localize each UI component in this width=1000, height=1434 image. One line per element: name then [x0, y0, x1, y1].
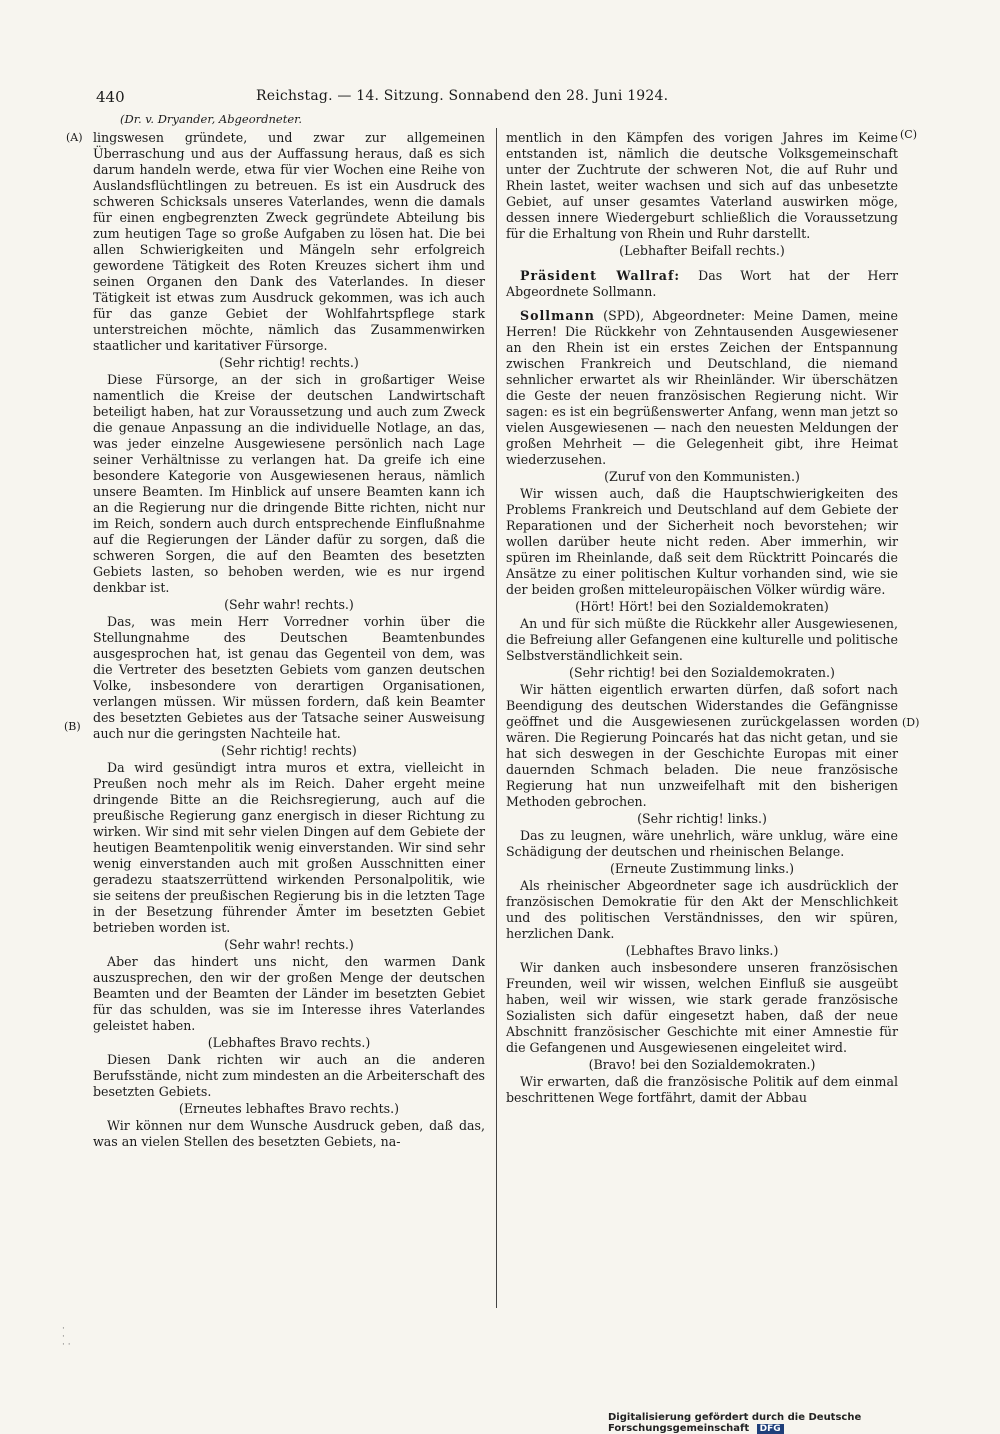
interjection: (Hört! Hört! bei den Sozialdemokraten): [575, 599, 829, 614]
paragraph: lingswesen gründete, und zwar zur allgemeinen Überraschung und aus der Auffassung heraus, daß es sich darum handeln werde, etwa für vier Wochen eine Reihe von Auslandsflüchtlingen zu betreuen. Es ist ein Ausdruck des schweren Schicksals unseres Vaterlandes, wenn die damals für einen engbegrenzten Zweck gegründete Abteilung bis zum heutigen Tage so große Aufgaben zu lösen hat. Die bei allen Schwierigkeiten und Mängeln sehr erfolgreich gewordene Tätigkeit des Roten Kreuzes sichert ihm und seinen Organen den Dank des Vaterlandes. In dieser Tätigkeit ist etwas zum Ausdruck gekommen, was ich auch für das ganze Gebiet der Wohlfahrtspflege stark unterstreichen möchte, nämlich das Zusammenwirken staatlicher und karitativer Fürsorge.: [93, 130, 485, 353]
digitization-footer: [608, 1412, 1000, 1434]
page-number: 440: [96, 88, 125, 106]
spacer: [506, 260, 898, 268]
margin-marker-c: (C): [900, 128, 917, 141]
interjection: (Sehr richtig! links.): [637, 811, 767, 826]
dfg-logo: DFG: [757, 1424, 784, 1434]
speech-text: (SPD), Abgeordneter: Meine Damen, meine Herren! Die Rückkehr von Zehntausenden Ausgewiesener an den Rhein ist ein erstes Zeichen der Entspannung zwischen Frankreich und Deutschland, die niemand sehnlicher erwartet als wir Rheinländer. Wir überschätzen die Geste der neuen französischen Regierung nicht. Wir sagen: es ist ein begrüßenswerter Anfang, wenn man jetzt so vielen Ausgewiesenen — nach den neuesten Meldungen der großen Mehrheit — die Gelegenheit gibt, ihre Heimat wiederzusehen.: [506, 308, 898, 467]
paragraph: Wir erwarten, daß die französische Politik auf dem einmal beschrittenen Wege fortfährt, damit der Abbau: [506, 1074, 898, 1105]
paragraph: Diese Fürsorge, an der sich in großartiger Weise namentlich die Kreise der deutschen Landwirtschaft beteiligt haben, hat zur Voraussetzung und auch zum Zweck die genaue Anpassung an die individuelle Notlage, an das, was jeder einzelne Ausgewiesene persönlich nach Lage seiner Verhältnisse zu verlangen hat. Da greife ich eine besondere Kategorie von Ausgewiesenen heraus, nämlich unsere Beamten. Im Hinblick auf unsere Beamten kann ich an die Regierung nur die dringende Bitte richten, nicht nur im Reich, sondern auch durch entsprechende Einflußnahme auf die Regierungen der Länder dafür zu sorgen, daß die schweren Sorgen, die auf den Beamten des besetzten Gebiets lasten, so behoben werden, wie es nur irgend denkbar ist.: [93, 372, 485, 595]
paragraph: Als rheinischer Abgeordneter sage ich ausdrücklich der französischen Demokratie für den Akt der Menschlichkeit und des politischen Verständnisses, den wir spüren, herzlichen Dank.: [506, 878, 898, 941]
margin-marker-a: (A): [66, 131, 83, 144]
statement-text: Das Wort hat der Herr Abgeordnete Sollmann.: [506, 268, 898, 299]
margin-specks: · · · ·: [62, 1324, 71, 1350]
continued-speaker: (Dr. v. Dryander, Abgeordneter.: [120, 112, 303, 126]
page-header: [96, 88, 916, 110]
interjection: (Bravo! bei den Sozialdemokraten.): [588, 1057, 816, 1072]
margin-marker-b: (B): [64, 720, 81, 733]
interjection: (Sehr richtig! rechts): [221, 743, 357, 758]
interjection: (Lebhafter Beifall rechts.): [619, 243, 785, 258]
margin-marker-d: (D): [902, 716, 920, 729]
left-column: [93, 130, 485, 1150]
paragraph: Wir können nur dem Wunsche Ausdruck geben, daß das, was an vielen Stellen des besetzten Gebiets, na-: [93, 1118, 485, 1149]
paragraph: Aber das hindert uns nicht, den warmen Dank auszusprechen, den wir der großen Menge der deutschen Beamten und der Beamten der Länder im besetzten Gebiet für das schulden, was sie im Interesse ihres Vaterlandes geleistet haben.: [93, 954, 485, 1033]
president-statement: [506, 268, 898, 300]
footer-text: Digitalisierung gefördert durch die Deutsche Forschungsgemeinschaft: [608, 1412, 862, 1434]
interjection: (Erneutes lebhaftes Bravo rechts.): [178, 1101, 400, 1116]
interjection: (Sehr richtig! rechts.): [219, 355, 359, 370]
interjection: (Erneute Zustimmung links.): [609, 861, 795, 876]
paragraph: mentlich in den Kämpfen des vorigen Jahres im Keime entstanden ist, nämlich die deutsche Volksgemeinschaft unter der Zuchtrute der schweren Not, die auf Ruhr und Rhein lastet, weiter wachsen und sich auf das unbesetzte Gebiet, auf unser gesamtes Vaterland auswirken möge, dessen innere Wiedergeburt schließlich die Voraussetzung für die Erhaltung von Rhein und Ruhr darstellt.: [506, 130, 898, 241]
running-title: Reichstag. — 14. Sitzung. Sonnabend den 28. Juni 1924.: [256, 88, 669, 104]
paragraph: Das, was mein Herr Vorredner vorhin über die Stellungnahme des Deutschen Beamtenbundes ausgesprochen hat, ist genau das Gegenteil von dem, was die Vertreter des besetzten Gebiets vom ganzen deutschen Volke, insbesondere von derartigen Organisationen, verlangen müssen. Wir müssen fordern, daß kein Beamter des besetzten Gebietes aus der Tatsache seiner Ausweisung auch nur die geringsten Nachteile hat.: [93, 614, 485, 741]
interjection: (Zuruf von den Kommunisten.): [604, 469, 800, 484]
interjection: (Sehr wahr! rechts.): [224, 937, 354, 952]
paragraph: Wir danken auch insbesondere unseren französischen Freunden, weil wir wissen, welchen Einfluß sie ausgeübt haben, weil wir wissen, wie stark gerade französische Sozialisten sich dafür eingesetzt haben, daß der neue Abschnitt französischer Geschichte mit einer Amnestie für die Gefangenen und Ausgewiesenen eingeleitet wird.: [506, 960, 898, 1055]
spacer: [506, 300, 898, 308]
interjection: (Sehr richtig! bei den Sozialdemokraten.): [569, 665, 835, 680]
speech-opening: [506, 308, 898, 468]
paragraph: Wir wissen auch, daß die Hauptschwierigkeiten des Problems Frankreich und Deutschland auf dem Gebiete der Reparationen und der Sicherheit noch bevorstehen; wir wollen darüber heute nicht reden. Aber immerhin, wir spüren im Rheinlande, daß seit dem Rücktritt Poincarés die Ansätze zu einer politischen Kultur vorhanden sind, wie sie der beiden großen mitteleuropäischen Völker würdig wäre.: [506, 486, 898, 597]
speaker-name: Präsident Wallraf:: [520, 268, 681, 283]
speaker-name: Sollmann: [520, 308, 595, 323]
paragraph: Das zu leugnen, wäre unehrlich, wäre unklug, wäre eine Schädigung der deutschen und rheinischen Belange.: [506, 828, 898, 859]
paragraph: An und für sich müßte die Rückkehr aller Ausgewiesenen, die Befreiung aller Gefangenen eine kulturelle und politische Selbstverständlichkeit sein.: [506, 616, 898, 663]
interjection: (Sehr wahr! rechts.): [224, 597, 354, 612]
paragraph: Da wird gesündigt intra muros et extra, vielleicht in Preußen noch mehr als im Reich. Daher ergeht meine dringende Bitte an die Reichsregierung, auch auf die preußische Regierung ganz energisch in dieser Richtung zu wirken. Wir sind mit sehr vielen Dingen auf dem Gebiete der heutigen Beamtenpolitik wenig einverstanden. Wir sind sehr wenig einverstanden auch mit großen Ausschnitten einer geradezu staatszerrüttend wirkenden Personalpolitik, wie sie seitens der preußischen Regierung bis in die letzten Tage in der Besetzung führender Ämter im besetzten Gebiet betrieben worden ist.: [93, 760, 485, 935]
interjection: (Lebhaftes Bravo links.): [625, 943, 779, 958]
column-divider: [496, 128, 497, 1308]
paragraph: Wir hätten eigentlich erwarten dürfen, daß sofort nach Beendigung des deutschen Widerstandes die Gefängnisse geöffnet und die Ausgewiesenen zurückgelassen worden wären. Die Regierung Poincarés hat das nicht getan, und sie hat sich deswegen in der Geschichte Europas mit einer dauernden Schmach beladen. Die neue französische Regierung hat nun unzweifelhaft mit den bisherigen Methoden gebrochen.: [506, 682, 898, 809]
interjection: (Lebhaftes Bravo rechts.): [207, 1035, 371, 1050]
paragraph: Diesen Dank richten wir auch an die anderen Berufsstände, nicht zum mindesten an die Arbeiterschaft des besetzten Gebiets.: [93, 1052, 485, 1099]
right-column: [506, 130, 898, 1106]
